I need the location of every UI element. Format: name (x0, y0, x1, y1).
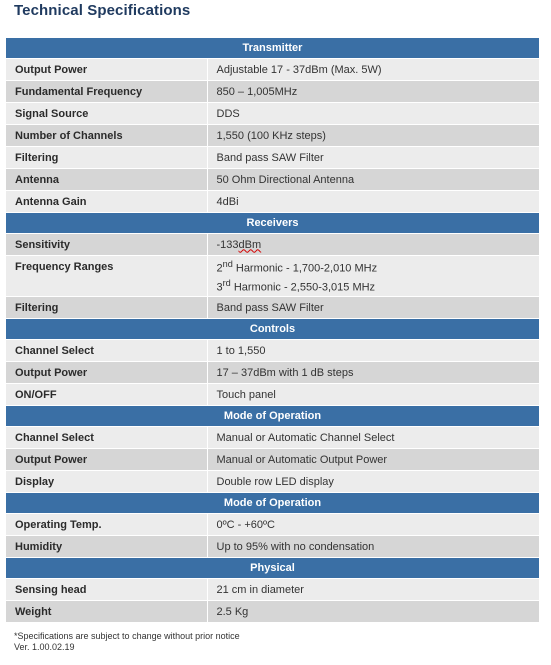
spec-label: Filtering (6, 147, 207, 169)
spec-label: Sensitivity (6, 234, 207, 256)
section-header-receivers (6, 213, 539, 234)
spec-label: Sensing head (6, 579, 207, 601)
spec-label: Output Power (6, 449, 207, 471)
section-header-label: Physical (6, 558, 539, 579)
spec-value: 0ºC - +60ºC (207, 514, 539, 536)
spec-table (6, 37, 539, 623)
spec-value: Up to 95% with no condensation (207, 536, 539, 558)
spec-value: DDS (207, 103, 539, 125)
spec-label: Output Power (6, 59, 207, 81)
spec-label: Number of Channels (6, 125, 207, 147)
spec-row (6, 362, 539, 384)
spec-label: Output Power (6, 362, 207, 384)
spec-label: Weight (6, 601, 207, 623)
spec-label: Humidity (6, 536, 207, 558)
spec-row (6, 449, 539, 471)
footnote: *Specifications are subject to change without prior notice (14, 631, 240, 641)
section-header-mode-of-operation (6, 406, 539, 427)
spec-label: Operating Temp. (6, 514, 207, 536)
spec-row (6, 59, 539, 81)
spec-row (6, 384, 539, 406)
spec-row (6, 103, 539, 125)
spec-row (6, 514, 539, 536)
section-header-mode-of-operation (6, 493, 539, 514)
spec-value: 1,550 (100 KHz steps) (207, 125, 539, 147)
spec-row (6, 256, 539, 297)
spec-value: Touch panel (207, 384, 539, 406)
frequency-range-line: 3rd Harmonic - 2,550-3,015 MHz (216, 278, 376, 294)
spec-row (6, 81, 539, 103)
spec-row (6, 169, 539, 191)
spec-row (6, 297, 539, 319)
spec-value (207, 256, 539, 297)
spec-value: 50 Ohm Directional Antenna (207, 169, 539, 191)
spec-row (6, 191, 539, 213)
spec-row (6, 340, 539, 362)
spec-label: ON/OFF (6, 384, 207, 406)
spec-row (6, 579, 539, 601)
spec-row (6, 427, 539, 449)
spec-value: 1 to 1,550 (207, 340, 539, 362)
spec-value: 17 – 37dBm with 1 dB steps (207, 362, 539, 384)
spec-row (6, 601, 539, 623)
spec-value: Adjustable 17 - 37dBm (Max. 5W) (207, 59, 539, 81)
spec-label: Antenna Gain (6, 191, 207, 213)
spec-value: 850 – 1,005MHz (207, 81, 539, 103)
section-header-label: Mode of Operation (6, 493, 539, 514)
spec-row (6, 536, 539, 558)
section-header-label: Receivers (6, 213, 539, 234)
section-header-controls (6, 319, 539, 340)
spec-row (6, 471, 539, 493)
spec-value: Double row LED display (207, 471, 539, 493)
spec-label: Channel Select (6, 427, 207, 449)
spec-value (207, 234, 539, 256)
sensitivity-number: -133 (216, 238, 239, 251)
spec-row (6, 125, 539, 147)
spec-label: Filtering (6, 297, 207, 319)
version-label: Ver. 1.00.02.19 (14, 642, 75, 652)
spec-value: Manual or Automatic Output Power (207, 449, 539, 471)
spec-value: Manual or Automatic Channel Select (207, 427, 539, 449)
spec-value: Band pass SAW Filter (207, 147, 539, 169)
section-header-label: Controls (6, 319, 539, 340)
spec-value: 21 cm in diameter (207, 579, 539, 601)
frequency-range-line: 2nd Harmonic - 1,700-2,010 MHz (216, 259, 378, 275)
spec-label: Display (6, 471, 207, 493)
spec-label: Channel Select (6, 340, 207, 362)
spec-label: Fundamental Frequency (6, 81, 207, 103)
section-header-label: Transmitter (6, 38, 539, 59)
section-header-transmitter (6, 38, 539, 59)
spec-value: 4dBi (207, 191, 539, 213)
spec-label: Frequency Ranges (6, 256, 207, 297)
sensitivity-unit: dBm (238, 238, 262, 251)
spec-value: Band pass SAW Filter (207, 297, 539, 319)
section-header-label: Mode of Operation (6, 406, 539, 427)
spec-label: Antenna (6, 169, 207, 191)
spec-value: 2.5 Kg (207, 601, 539, 623)
spec-row (6, 147, 539, 169)
page-title: Technical Specifications (14, 2, 191, 19)
spec-row (6, 234, 539, 256)
section-header-physical (6, 558, 539, 579)
spec-label: Signal Source (6, 103, 207, 125)
